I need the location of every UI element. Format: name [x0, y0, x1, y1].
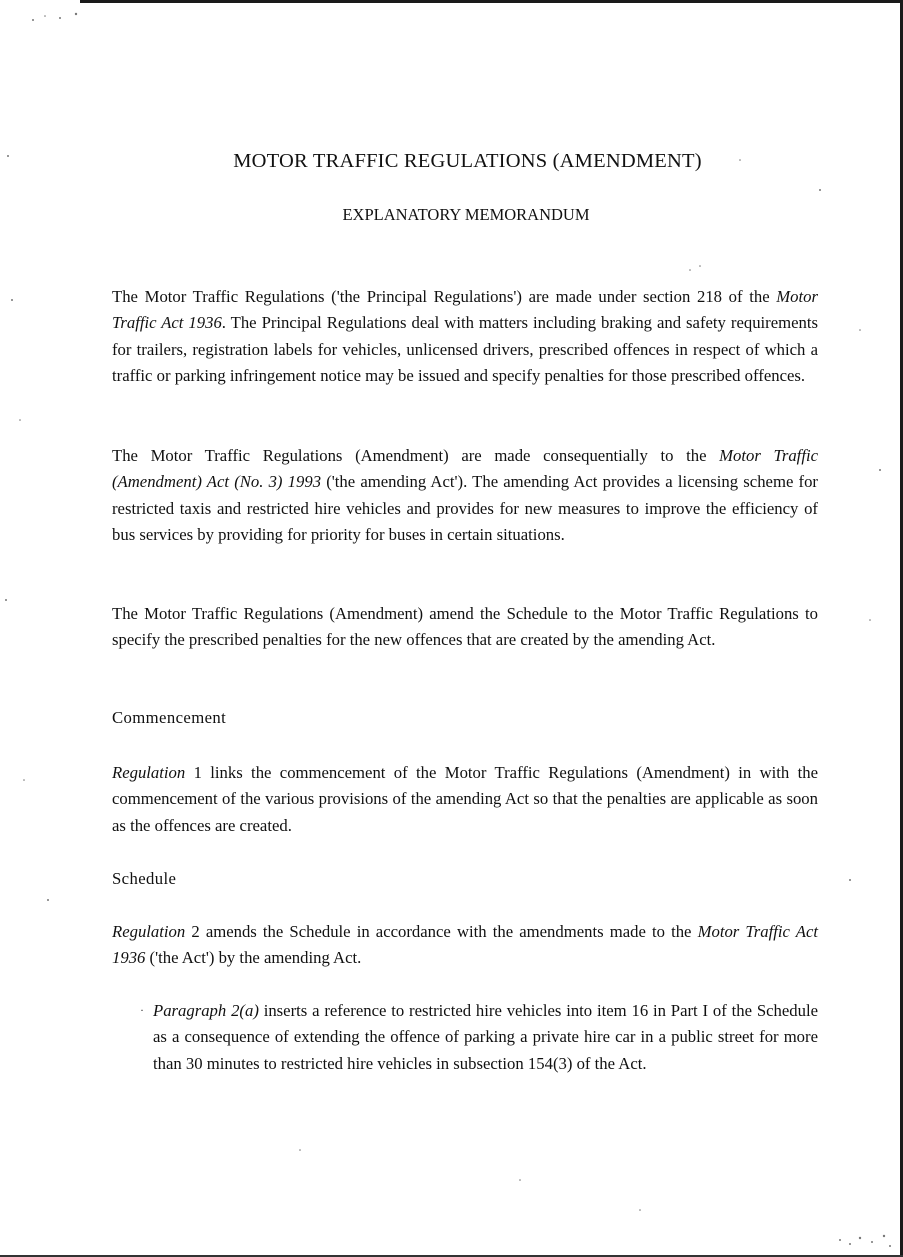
- paragraph-paragraph-2a: [153, 998, 818, 1077]
- paragraph-text: ('the amending Act'). The amending Act provides a licensing scheme for restricted taxis and restricted hire vehicles and provides for new measures to improve the efficiency of bus services by providing for priority for buses in certain situations.: [112, 472, 818, 544]
- paragraph-text: 1 links the commencement of the Motor Traffic Regulations (Amendment) in with the commencement of the various provisions of the amending Act so that the penalties are applicable as soon as the offences are created.: [112, 763, 818, 835]
- paragraph-label: Paragraph 2(a): [153, 1001, 259, 1020]
- heading-schedule: Schedule: [112, 869, 177, 888]
- document-subtitle: EXPLANATORY MEMORANDUM: [342, 205, 590, 224]
- act-citation: Motor Traffic Act 1936: [112, 922, 818, 968]
- paragraph-schedule-amendment: The Motor Traffic Regulations (Amendment) amend the Schedule to the Motor Traffic Regulations to specify the prescribed penalties for the new offences that are created by the amending Act.: [112, 604, 818, 650]
- paragraph-regulation-1: [112, 760, 818, 839]
- act-citation: Motor Traffic Act 1936: [112, 287, 818, 333]
- paragraph-text: The Motor Traffic Regulations (Amendment) are made consequentially to the: [112, 446, 720, 465]
- regulation-label: Regulation: [112, 763, 186, 782]
- document-title: MOTOR TRAFFIC REGULATIONS (AMENDMENT): [233, 150, 702, 172]
- act-citation: Motor Traffic (Amendment) Act (No. 3) 1993: [112, 446, 818, 492]
- paragraph-principal-regulations: [112, 284, 818, 389]
- paragraph-regulation-2: [112, 919, 818, 972]
- paragraph-text: 2 amends the Schedule in accordance with the amendments made to the: [185, 922, 698, 941]
- paragraph-text: inserts a reference to restricted hire vehicles into item 16 in Part I of the Schedule as a consequence of extending the offence of parking a private hire car in a public street for more than 30 minutes to restricted hire vehicles in subsection 154(3) of the Act.: [153, 1001, 818, 1073]
- regulation-label: Regulation: [112, 922, 186, 941]
- paragraph-text: ('the Act') by the amending Act.: [145, 948, 362, 968]
- heading-commencement: Commencement: [112, 708, 227, 727]
- paragraph-text: The Motor Traffic Regulations ('the Principal Regulations') are made under section 218 of the: [112, 287, 777, 306]
- paragraph-amendment-purpose: [112, 443, 818, 548]
- scan-edge-top: [80, 0, 903, 3]
- bullet-mark: ·: [140, 1003, 144, 1017]
- paragraph-text: . The Principal Regulations deal with matters including braking and safety requirements for trailers, registration labels for vehicles, unlicensed drivers, prescribed offences in respect of which a traffic or parking infringement notice may be issued and specify penalties for those prescribed offences.: [112, 313, 818, 385]
